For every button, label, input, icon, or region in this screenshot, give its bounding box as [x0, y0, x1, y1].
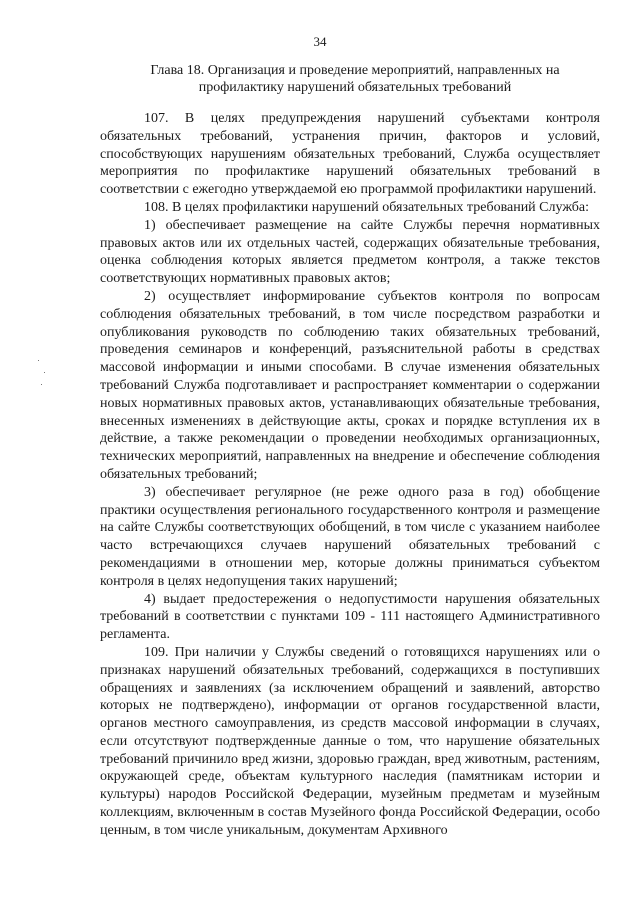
paragraph-108: 108. В целях профилактики нарушений обязательных требований Служба: — [144, 199, 590, 215]
paragraph-107: 107. В целях предупреждения нарушений субъектами контроля обязательных требований, устранения причин, факторов и условий, способствующих нарушениям обязательных требований, Служба осуществляет мероприятия по профилактике нарушений обязательных требований в соответствии с ежегодно утверждаемой ею программой профилактики нарушений. — [100, 111, 600, 198]
scan-speck — [38, 360, 39, 361]
page-number: 34 — [313, 34, 327, 49]
scan-speck — [44, 372, 45, 373]
paragraph-109: 109. При наличии у Службы сведений о готовящихся нарушениях или о признаках нарушений обязательных требований, содержащихся в поступивших обращениях и заявлениях (за исключением обращений и заявлений, авторство которых не подтверждено), информации от органов государственной власти, органов местного самоуправления, из средств массовой информации в случаях, если отсутствуют подтвержденные данные о том, что нарушение обязательных требований причинило вред жизни, здоровью граждан, вред животным, растениям, окружающей среде, объектам культурного наследия (памятникам истории и культуры) народов Российской Федерации, музейным предметам и музейным коллекциям, включенным в состав Музейного фонда Российской Федерации, особо ценным, в том числе уникальным, документам Архивного — [100, 644, 600, 838]
chapter-title: Глава 18. Организация и проведение мероприятий, направленных на профилактику нарушений обязательных требований — [150, 63, 560, 95]
list-item-1: 1) обеспечивает размещение на сайте Службы перечня нормативных правовых актов или их отдельных частей, содержащих обязательные требования, оценка соблюдения которых является предметом контроля, а также текстов соответствующих нормативных правовых актов; — [100, 217, 600, 287]
list-item-2: 2) осуществляет информирование субъектов контроля по вопросам соблюдения обязательных требований, в том числе посредством разработки и опубликования руководств по соблюдению таких обязательных требований, проведения семинаров и конференций, разъяснительной работы в средствах массовой информации и иными способами. В случае изменения обязательных требований Служба подготавливает и распространяет комментарии о содержании новых нормативных правовых актов, устанавливающих обязательные требования, внесенных изменениях в действующие акты, сроках и порядке вступления их в действие, а также рекомендации о проведении необходимых организационных, технических мероприятий, направленных на внедрение и обеспечение соблюдения обязательных требований; — [100, 288, 600, 482]
list-item-3: 3) обеспечивает регулярное (не реже одного раза в год) обобщение практики осуществления регионального государственного контроля и размещение на сайте Службы соответствующих обобщений, в том числе с указанием наиболее часто встречающихся случаев нарушений обязательных требований с рекомендациями в отношении мер, которые должны приниматься субъектом контроля в целях недопущения таких нарушений; — [100, 484, 600, 589]
scan-speck — [41, 384, 42, 385]
list-item-4: 4) выдает предостережения о недопустимости нарушения обязательных требований в соответствии с пунктами 109 - 111 настоящего Административного регламента. — [100, 591, 600, 643]
document-body — [100, 110, 600, 840]
